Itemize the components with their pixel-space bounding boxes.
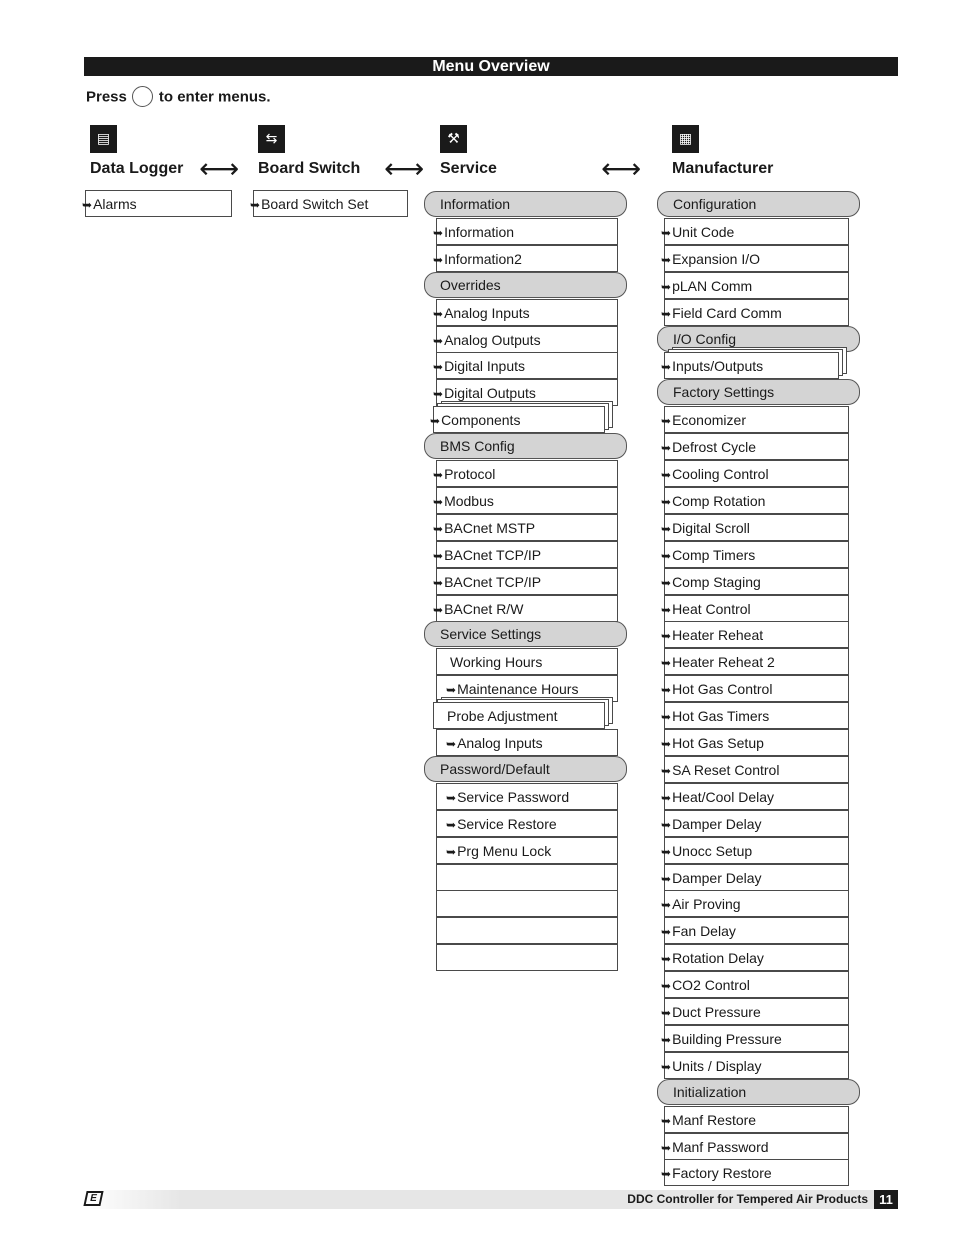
submenu-arrow-icon: ➥ — [661, 871, 672, 886]
menu-item-label: Heater Reheat — [672, 627, 764, 644]
menu-item-label: Comp Rotation — [672, 492, 766, 509]
menu-item[interactable] — [661, 218, 849, 245]
submenu-arrow-icon: ➥ — [661, 629, 672, 644]
menu-group-header[interactable]: Initialization — [657, 1079, 860, 1105]
document-list-icon: ▤ — [90, 125, 117, 153]
menu-item[interactable] — [661, 352, 839, 379]
submenu-arrow-icon: ➥ — [661, 521, 672, 536]
menu-item-label: Unocc Setup — [672, 842, 753, 859]
manufacturer-header[interactable]: Manufacturer — [672, 160, 774, 177]
menu-item — [436, 890, 618, 917]
submenu-arrow-icon: ➥ — [433, 575, 444, 590]
data-logger-header[interactable]: Data Logger — [90, 160, 184, 177]
submenu-arrow-icon: ➥ — [661, 1059, 672, 1074]
menu-item-label: Hot Gas Setup — [672, 735, 764, 751]
menu-item[interactable] — [436, 837, 618, 864]
submenu-arrow-icon: ➥ — [250, 198, 261, 212]
submenu-arrow-icon: ➥ — [661, 494, 672, 509]
submenu-arrow-icon: ➥ — [433, 306, 444, 321]
double-arrow-icon: ⟷ — [384, 152, 425, 185]
menu-group-header[interactable]: Overrides — [424, 272, 627, 298]
menu-item-label: BACnet R/W — [444, 600, 524, 617]
menu-item-label: Inputs/Outputs — [672, 358, 764, 375]
menu-item — [436, 864, 618, 891]
menu-item[interactable] — [430, 406, 605, 433]
submenu-arrow-icon: ➥ — [661, 225, 672, 240]
menu-item[interactable] — [661, 541, 849, 568]
menu-item[interactable] — [661, 1133, 849, 1160]
submenu-arrow-icon: ➥ — [661, 656, 672, 671]
menu-item[interactable] — [661, 837, 849, 864]
menu-item-label: Probe Adjustment — [447, 708, 558, 725]
menu-item-label: Duct Pressure — [672, 1004, 761, 1020]
submenu-arrow-icon: ➥ — [661, 710, 672, 725]
submenu-arrow-icon: ➥ — [430, 414, 441, 429]
menu-group-header[interactable]: BMS Config — [424, 433, 627, 459]
submenu-arrow-icon: ➥ — [661, 737, 672, 751]
service-header[interactable]: Service — [440, 160, 497, 177]
submenu-arrow-icon: ➥ — [661, 602, 672, 617]
menu-item-label: pLAN Comm — [672, 277, 753, 294]
menu-item-label: Factory Restore — [672, 1165, 772, 1182]
submenu-arrow-icon: ➥ — [433, 548, 444, 563]
menu-item[interactable] — [433, 245, 618, 272]
submenu-arrow-icon: ➥ — [433, 468, 444, 482]
menu-item-label: Building Pressure — [672, 1030, 782, 1047]
menu-item[interactable] — [661, 944, 849, 971]
submenu-arrow-icon: ➥ — [661, 252, 672, 267]
submenu-arrow-icon: ➥ — [446, 683, 457, 698]
menu-item-label: Manf Restore — [672, 1111, 757, 1128]
menu-item-label: BACnet TCP/IP — [444, 573, 542, 590]
menu-item-label: Damper Delay — [672, 869, 762, 886]
menu-item[interactable] — [661, 756, 849, 783]
submenu-arrow-icon: ➥ — [661, 979, 672, 994]
menu-item[interactable] — [661, 514, 849, 541]
menu-item[interactable] — [661, 1106, 849, 1133]
menu-item-label: Rotation Delay — [672, 950, 764, 967]
menu-item-label: Service Password — [457, 788, 570, 805]
submenu-arrow-icon: ➥ — [446, 790, 457, 805]
menu-item-label: SA Reset Control — [672, 761, 780, 778]
menu-item[interactable] — [661, 272, 849, 299]
board-switch-icon: ⇆ — [258, 125, 285, 153]
menu-item-label: Hot Gas Timers — [672, 708, 770, 725]
menu-item[interactable] — [661, 487, 849, 514]
menu-item[interactable] — [661, 299, 849, 326]
company-logo-icon: E — [83, 1191, 103, 1206]
menu-item-label: Analog Inputs — [457, 735, 543, 751]
menu-item-label: Heat/Cool Delay — [672, 788, 774, 805]
submenu-arrow-icon: ➥ — [446, 844, 457, 859]
menu-item-label: Digital Scroll — [672, 519, 750, 536]
menu-item-label: Heater Reheat 2 — [672, 654, 775, 671]
menu-item[interactable] — [661, 971, 849, 998]
menu-item[interactable] — [661, 245, 849, 272]
menu-item[interactable] — [433, 702, 605, 729]
submenu-arrow-icon: ➥ — [661, 763, 672, 778]
submenu-arrow-icon: ➥ — [433, 521, 444, 536]
wrench-icon: ⚒ — [440, 125, 467, 153]
submenu-arrow-icon: ➥ — [433, 387, 444, 402]
menu-item[interactable] — [436, 648, 618, 675]
press-after-text: to enter menus. — [158, 88, 271, 106]
menu-item[interactable] — [433, 299, 618, 326]
submenu-arrow-icon: ➥ — [661, 1167, 672, 1182]
menu-group-header[interactable]: Factory Settings — [657, 379, 860, 405]
menu-item[interactable] — [661, 864, 849, 891]
menu-item[interactable] — [436, 729, 618, 756]
submenu-arrow-icon: ➥ — [433, 333, 444, 348]
submenu-arrow-icon: ➥ — [661, 925, 672, 940]
menu-item-label: Field Card Comm — [672, 304, 782, 321]
menu-item-label: Prg Menu Lock — [457, 842, 552, 859]
menu-item[interactable] — [661, 595, 849, 622]
submenu-arrow-icon: ➥ — [661, 1113, 672, 1128]
menu-group-header[interactable]: Password/Default — [424, 756, 627, 782]
menu-item-label: Hot Gas Control — [672, 681, 773, 698]
submenu-arrow-icon: ➥ — [433, 602, 444, 617]
submenu-arrow-icon: ➥ — [661, 468, 672, 482]
menu-item[interactable] — [433, 514, 618, 541]
menu-item[interactable] — [433, 487, 618, 514]
menu-item-label: Fan Delay — [672, 923, 736, 940]
submenu-arrow-icon: ➥ — [661, 952, 672, 967]
menu-item-label: Unit Code — [672, 223, 735, 240]
submenu-arrow-icon: ➥ — [661, 683, 672, 698]
menu-item[interactable] — [436, 783, 618, 810]
menu-item[interactable] — [661, 460, 849, 487]
menu-item[interactable] — [433, 568, 618, 595]
double-arrow-icon: ⟷ — [601, 152, 642, 185]
menu-item-label: Components — [441, 412, 521, 429]
submenu-arrow-icon: ➥ — [661, 790, 672, 805]
submenu-arrow-icon: ➥ — [661, 898, 672, 913]
factory-icon: ▦ — [672, 125, 699, 153]
menu-item[interactable] — [661, 917, 849, 944]
footer-text: DDC Controller for Tempered Air Products — [627, 1192, 868, 1206]
page-footer — [84, 1190, 898, 1209]
menu-item-label: Working Hours — [450, 654, 543, 671]
menu-item[interactable] — [661, 998, 849, 1025]
menu-item[interactable] — [433, 541, 618, 568]
menu-item-label: Information2 — [444, 250, 522, 267]
menu-item-label: Alarms — [93, 196, 137, 212]
submenu-arrow-icon: ➥ — [661, 548, 672, 563]
menu-item-label: Economizer — [672, 412, 746, 429]
menu-item-label: Expansion I/O — [672, 250, 760, 267]
submenu-arrow-icon: ➥ — [661, 1006, 672, 1020]
menu-item-label: Damper Delay — [672, 815, 762, 832]
menu-item[interactable] — [661, 729, 849, 756]
menu-item-label: CO2 Control — [672, 977, 750, 994]
menu-item-label: Maintenance Hours — [457, 681, 579, 698]
menu-item-label: BACnet MSTP — [444, 519, 536, 536]
menu-item[interactable] — [661, 675, 849, 702]
menu-item-label: Cooling Control — [672, 466, 769, 482]
menu-item-label: Digital Outputs — [444, 385, 536, 402]
menu-item[interactable] — [433, 352, 618, 379]
menu-item[interactable] — [82, 190, 232, 217]
menu-item[interactable] — [250, 190, 408, 217]
menu-item — [436, 917, 618, 944]
menu-item[interactable] — [661, 648, 849, 675]
submenu-arrow-icon: ➥ — [661, 575, 672, 590]
menu-item-label: Modbus — [444, 492, 494, 509]
menu-item[interactable] — [661, 1025, 849, 1052]
submenu-arrow-icon: ➥ — [433, 494, 444, 509]
menu-item-label: Air Proving — [672, 896, 741, 913]
submenu-arrow-icon: ➥ — [661, 279, 672, 294]
menu-item[interactable] — [661, 406, 849, 433]
menu-item[interactable] — [433, 460, 618, 487]
menu-item[interactable] — [661, 810, 849, 837]
submenu-arrow-icon: ➥ — [433, 252, 444, 267]
menu-item[interactable] — [661, 1052, 849, 1079]
menu-item-label: Analog Outputs — [444, 331, 541, 348]
menu-item[interactable] — [436, 810, 618, 837]
submenu-arrow-icon: ➥ — [661, 360, 672, 375]
menu-group-header[interactable]: Service Settings — [424, 621, 627, 647]
menu-item-label: Units / Display — [672, 1057, 762, 1074]
menu-item[interactable] — [661, 783, 849, 810]
menu-group-header[interactable]: Configuration — [657, 191, 860, 217]
menu-item[interactable] — [661, 568, 849, 595]
menu-item[interactable] — [433, 595, 618, 622]
menu-item-label: Defrost Cycle — [672, 439, 757, 456]
menu-item[interactable] — [661, 702, 849, 729]
menu-item-label: Analog Inputs — [444, 304, 530, 321]
submenu-arrow-icon: ➥ — [661, 1140, 672, 1155]
submenu-arrow-icon: ➥ — [446, 817, 457, 832]
double-arrow-icon: ⟷ — [199, 152, 240, 185]
submenu-arrow-icon: ➥ — [661, 844, 672, 859]
menu-item-label: Protocol — [444, 466, 496, 482]
submenu-arrow-icon: ➥ — [661, 306, 672, 321]
page-title: Menu Overview — [84, 57, 898, 76]
menu-item — [436, 944, 618, 971]
menu-group-header[interactable]: Information — [424, 191, 627, 217]
menu-item[interactable] — [661, 1159, 849, 1186]
menu-item-label: Information — [444, 223, 515, 240]
menu-item-label: Comp Staging — [672, 573, 761, 590]
menu-item-label: BACnet TCP/IP — [444, 546, 542, 563]
submenu-arrow-icon: ➥ — [433, 225, 444, 240]
submenu-arrow-icon: ➥ — [661, 441, 672, 456]
menu-item[interactable] — [433, 218, 618, 245]
submenu-arrow-icon: ➥ — [661, 414, 672, 429]
menu-item[interactable] — [661, 621, 849, 648]
submenu-arrow-icon: ➥ — [433, 360, 444, 375]
board-switch-header[interactable]: Board Switch — [258, 160, 361, 177]
submenu-arrow-icon: ➥ — [661, 1032, 672, 1047]
menu-item[interactable] — [433, 326, 618, 353]
menu-item-label: Service Restore — [457, 815, 557, 832]
menu-item-label: Heat Control — [672, 600, 751, 617]
page-number: 11 — [874, 1190, 898, 1209]
menu-group-header[interactable]: I/O Config — [657, 326, 860, 352]
menu-item-label: Board Switch Set — [261, 196, 369, 212]
menu-item-label: Comp Timers — [672, 546, 756, 563]
menu-item[interactable] — [661, 433, 849, 460]
menu-item-label: Manf Password — [672, 1138, 769, 1155]
submenu-arrow-icon: ➥ — [82, 198, 93, 212]
submenu-arrow-icon: ➥ — [661, 817, 672, 832]
enter-button-icon — [132, 86, 153, 107]
menu-item[interactable] — [661, 890, 849, 917]
submenu-arrow-icon: ➥ — [446, 737, 457, 751]
menu-item-label: Digital Inputs — [444, 358, 525, 375]
press-before-text: Press — [86, 88, 127, 106]
press-instruction — [86, 87, 271, 108]
